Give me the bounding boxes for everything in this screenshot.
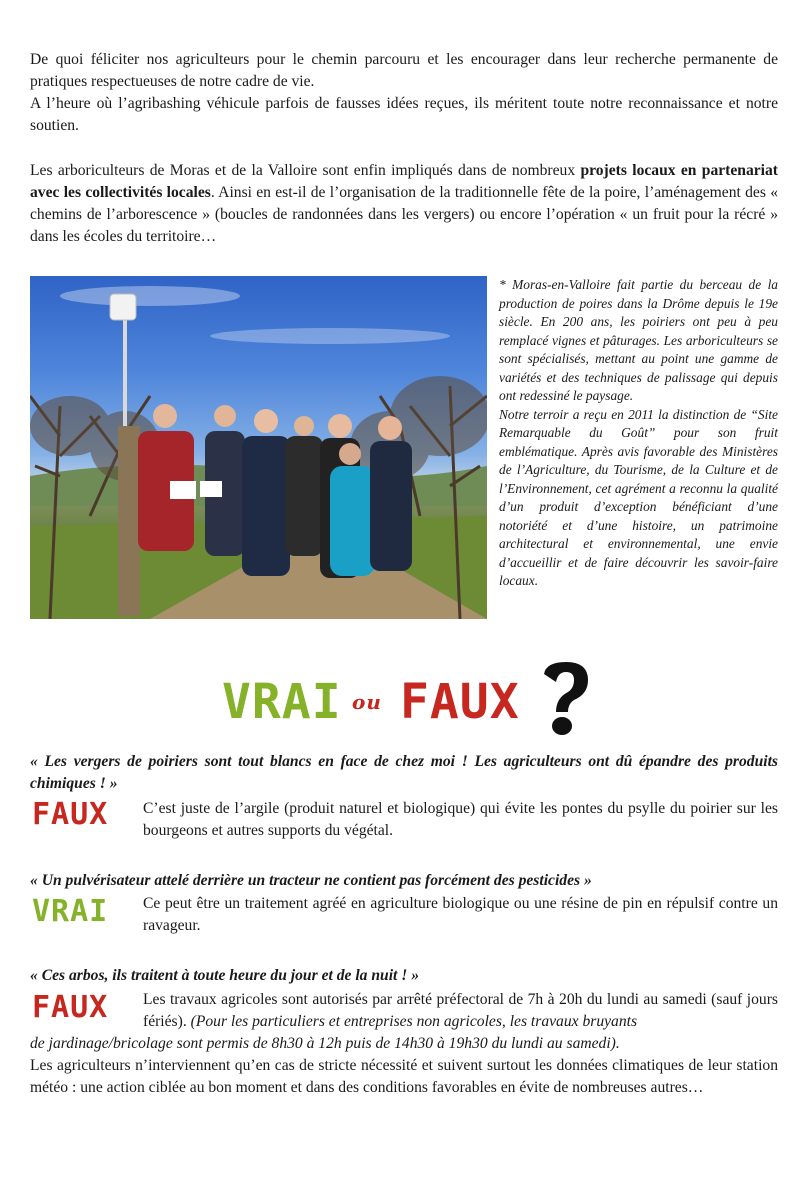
caption-award-a: Notre terroir a reçu en 2011 la distinction de “ bbox=[499, 406, 758, 422]
question-1: « Les vergers de poiriers sont tout blancs en face de chez moi ! Les agriculteurs ont dû épandre des produits chimiques ! » bbox=[30, 753, 778, 792]
verdict-badge-2: VRAI bbox=[32, 894, 109, 929]
title-ou: ou bbox=[352, 690, 382, 714]
orchard-group-photo bbox=[30, 276, 487, 619]
photo-caption bbox=[499, 276, 778, 591]
answer-3 bbox=[143, 989, 778, 1033]
vrai-ou-faux-title bbox=[222, 660, 592, 738]
caption-history: * Moras-en-Valloire fait partie du berceau de la production de poires dans la Drôme depuis le 19e siècle. En 200 ans, les poiriers ont peu à peu remplacé vignes et pâturages. Les arboriculteurs se sont spécialisés, mettant au point une gamme de variétés et des techniques de palissage qui depuis ont redessiné le paysage. bbox=[499, 277, 778, 403]
verdict-badge-3: FAUX bbox=[32, 990, 109, 1025]
question-3: « Ces arbos, ils traitent à toute heure du jour et de la nuit ! » bbox=[30, 967, 420, 984]
intro-sentence-2: A l’heure où l’agribashing véhicule parfois de fausses idées reçues, ils méritent toute notre reconnaissance et notre soutien. bbox=[30, 95, 778, 134]
title-vrai: VRAI bbox=[222, 674, 342, 730]
verdict-badge-1: FAUX bbox=[32, 797, 109, 832]
question-mark-icon bbox=[540, 660, 592, 738]
intro-sentence-1: De quoi féliciter nos agriculteurs pour le chemin parcouru et les encourager dans leur recherche permanente de pratiques respectueuses de notre cadre de vie. bbox=[30, 51, 778, 90]
intro-paragraph-2 bbox=[30, 160, 778, 248]
answer-3-note-b: de jardinage/bricolage sont permis de 8h30 à 12h puis de 14h30 à 19h30 du lundi au samedi). bbox=[30, 1035, 620, 1052]
answer-3-text: Les travaux agricoles sont autorisés par arrêté préfectoral de 7h à 20h du lundi au samedi (sauf jours fériés). bbox=[143, 991, 778, 1030]
caption-award-name: Site Remarquable du Goût bbox=[499, 406, 778, 440]
answer-2: Ce peut être un traitement agréé en agriculture biologique ou une résine de pin en répulsif contre un ravageur. bbox=[143, 895, 778, 934]
question-2: « Un pulvérisateur attelé derrière un tracteur ne contient pas forcément des pesticides » bbox=[30, 872, 592, 889]
answer-3-note-a: (Pour les particuliers et entreprises non agricoles, les travaux bruyants bbox=[190, 1013, 638, 1030]
intro-p2-start: Les arboriculteurs de Moras et de la Valloire sont enfin impliqués dans de nombreux bbox=[30, 162, 581, 179]
caption-award-c: ” pour son fruit emblématique. Après avis favorable des Ministères de l’Agriculture, du Tourisme, de la Culture et de l’Environnement, cet agrément a reconnu la qualité d’un produit d’exception bénéficiant d’une notoriété et d’une histoire, un patrimoine architectural et environnemental, une envie d’accueillir et de faire découvrir les savoir-faire locaux. bbox=[499, 425, 778, 588]
intro-paragraph-1 bbox=[30, 49, 778, 137]
intro-p2-bold: projets locaux en partenariat avec les collectivités locales bbox=[30, 162, 778, 201]
closing-paragraph: Les agriculteurs n’interviennent qu’en cas de stricte nécessité et suivent surtout les données climatiques de leur station météo : une action ciblée au bon moment et dans des conditions favorables en évite de nombreuses autres… bbox=[30, 1057, 778, 1096]
intro-p2-end: . Ainsi en est-il de l’organisation de la traditionnelle fête de la poire, l’aménagement des « chemins de l’arborescence » (boucles de randonnées dans les vergers) ou encore l’opération « un fruit pour la récré » dans les écoles du territoire… bbox=[30, 184, 779, 245]
title-faux: FAUX bbox=[400, 674, 520, 730]
answer-1: C’est juste de l’argile (produit naturel et biologique) qui évite les pontes du psylle du poirier sur les bourgeons et autres supports du végétal. bbox=[143, 800, 778, 839]
